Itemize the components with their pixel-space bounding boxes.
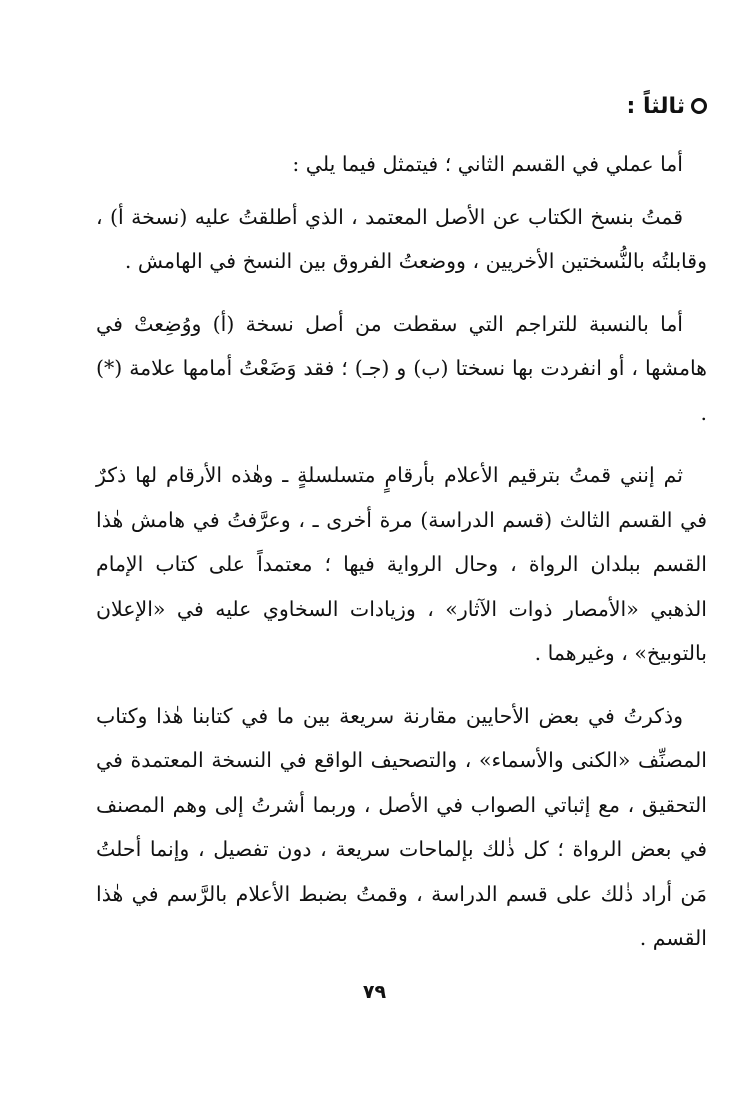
paragraph-copying: قمتُ بنسخ الكتاب عن الأصل المعتمد ، الذي أطلقتُ عليه (نسخة أ) ، وقابلتُه بالنُّسختين الأخريين ، ووضعتُ الفروق بين النسخ في الهامش . — [96, 204, 707, 273]
paragraph-missing-entries: أما بالنسبة للتراجم التي سقطت من أصل نسخة (أ) ووُضِعتْ في هامشها ، أو انفردت بها نسختا (ب) و (جـ) ؛ فقد وَضَعْتُ أمامها علامة (*) . — [96, 311, 707, 425]
paragraph-intro: أما عملي في القسم الثاني ؛ فيتمثل فيما يلي : — [292, 152, 683, 176]
section-heading-text: ثالثاً : — [626, 93, 685, 119]
paragraph-numbering: ثم إنني قمتُ بترقيم الأعلام بأرقامٍ متسلسلةٍ ـ وهٰذه الأرقام لها ذكرٌ في القسم الثالث (قسم الدراسة) مرة أخرى ـ ، وعرَّفتُ في هامش هٰذا القسم ببلدان الرواة ، وحال الرواية فيها ؛ معتمداً على كتاب الإمام الذهبي «الأمصار ذوات الآثار» ، وزيادات السخاوي عليه في «الإعلان بالتوبيخ» ، وغيرهما . — [96, 463, 707, 665]
paragraph-comparison: وذكرتُ في بعض الأحايين مقارنة سريعة بين ما في كتابنا هٰذا وكتاب المصنِّف «الكنى والأسماء» ، والتصحيف الواقع في النسخة المعتمدة في التحقيق ، مع إثباتي الصواب في الأصل ، وربما أشرتُ إلى وهم المصنف في بعض الرواة ؛ كل ذٰلك بإلماحات سريعة ، دون تفصيل ، وإنما أحلتُ مَن أراد ذٰلك على قسم الدراسة ، وقمتُ بضبط الأعلام بالرَّسم في هٰذا القسم . — [96, 703, 707, 950]
circle-bullet-icon — [691, 98, 707, 114]
page-body — [96, 84, 707, 979]
page-number: ٧٩ — [362, 981, 387, 1003]
section-heading — [96, 84, 707, 128]
